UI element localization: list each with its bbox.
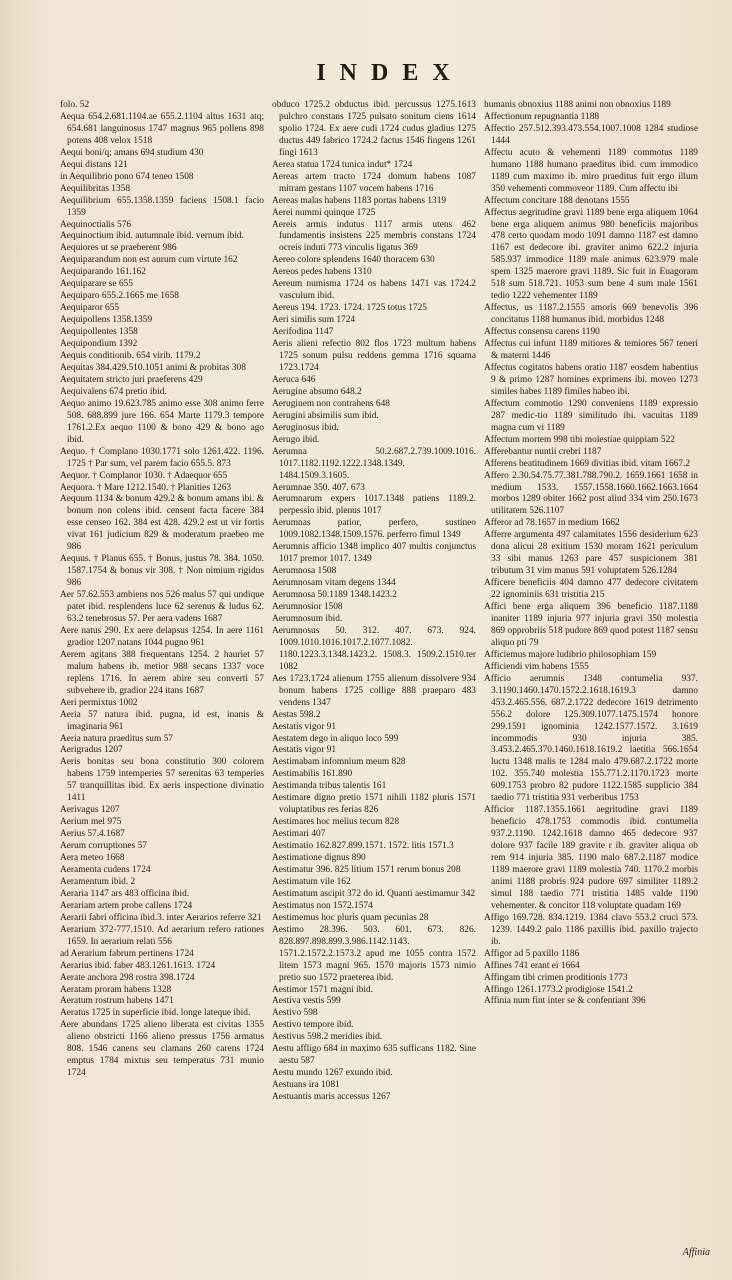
index-entry: in Aequilibrio pono 674 teneo 1508 bbox=[60, 171, 194, 182]
index-entry: Affigo 169.728. 834.1219. 1384 clavo 553.2 cruci 573. 1239. 1449.2 palo 1186 paxillis ibid. paxillo trajecto ib. bbox=[484, 912, 698, 947]
index-entry: Aerate anchora 298 rostra 398.1724 bbox=[60, 972, 195, 983]
index-entry: Affingo 1261.1773.2 prodigiose 1541.2 bbox=[484, 984, 633, 995]
index-entry: Aeratam proram habens 1328 bbox=[60, 984, 172, 995]
index-entry: Aequus. † Planus 655. † Bonus, justus 78. 384. 1050. 1587.1754 & bonus vir 308. † Non nimium rigidus 986 bbox=[60, 554, 264, 589]
index-entry: Aestivus 598.2 meridies ibid. bbox=[272, 1032, 383, 1043]
index-entry: Aerivagus 1207 bbox=[60, 805, 120, 816]
index-column-right bbox=[484, 100, 698, 1250]
index-entry: humanis obnoxius 1188 animi non obnoxius 1189 bbox=[484, 100, 671, 110]
index-entry: Aestimatio 162.827.899.1571. 1572. litis 1571.3 bbox=[272, 841, 454, 852]
index-entry: Aequor. † Complanor 1030. † Adaequor 655 bbox=[60, 470, 228, 481]
index-entry: Aestuantis maris accessus 1267 bbox=[272, 1092, 391, 1103]
index-entry: Afferor ad 78.1657 in medium 1662 bbox=[484, 518, 620, 529]
index-entry: Aereum numisma 1724 os habens 1471 vas 1724.2 vasculum ibid. bbox=[272, 279, 476, 302]
index-entry: Aequiparando 161.162 bbox=[60, 267, 146, 278]
index-entry: Aequora. † Mare 1212.1540. † Planities 1263 bbox=[60, 482, 232, 493]
index-entry: Afferre argumenta 497 calamitates 1556 desiderium 623 dona alicui 28 exitium 1530 moram 1621 periculum 33 sibi manus 1263 pare 457 suspicionem 381 tributum 31 vim manus 591 voluptatem 526.1284 bbox=[484, 530, 698, 577]
index-entry: Aeramentum ibid. 2 bbox=[60, 876, 136, 887]
index-entry: Aequinoctium ibid. autumnale ibid. vernum ibid. bbox=[60, 231, 244, 242]
index-entry: Aeraria 1147 ars 483 officina ibid. bbox=[60, 888, 190, 899]
index-column-left bbox=[60, 100, 264, 1250]
index-entry: Aequiparo 655.2.1665 me 1658 bbox=[60, 291, 179, 302]
index-entry: Aequa 654.2.681.1104.ae 655.2.1104 altus 1631 atq; 654.681 languinosus 1747 magnus 965 pollens 898 potens 408 velox 1518 bbox=[60, 111, 264, 146]
index-entry: Aeri similis sum 1724 bbox=[272, 315, 356, 326]
catchword: Affinia bbox=[682, 1247, 710, 1258]
index-entry: Aerifodina 1147 bbox=[272, 327, 334, 338]
index-entry: Aequis conditionib. 654 virib. 1179.2 bbox=[60, 351, 201, 362]
index-entry: Aeri permixtus 1002 bbox=[60, 697, 138, 708]
index-entry: Aereas artem tracto 1724 domum habens 1087 mitram gestans 1107 vocem habens 1716 bbox=[272, 171, 476, 194]
index-entry: Affectum mortem 998 tibi molestiae quippiam 522 bbox=[484, 434, 675, 445]
index-entry: Aestimor 1571 magni ibid. bbox=[272, 984, 374, 995]
index-entry: Aequinoctialis 576 bbox=[60, 219, 132, 230]
index-entry: Aestimanda tribus talentis 161 bbox=[272, 781, 387, 792]
index-entry: Aerigradus 1207 bbox=[60, 745, 123, 756]
index-entry: Aequiores ut se praeberent 986 bbox=[60, 243, 177, 254]
index-entry: Aestimemus hoc pluris quam pecunias 28 bbox=[272, 912, 429, 923]
index-entry: Aerumnarum expers 1017.1348 patiens 1189.2. perpessio ibid. plenus 1017 bbox=[272, 494, 476, 517]
index-entry: Aerum corruptiones 57 bbox=[60, 841, 147, 852]
index-entry: Aestatem dego in aliquo loco 599 bbox=[272, 733, 399, 744]
index-entry: Aestiva vestis 599 bbox=[272, 996, 341, 1007]
index-entry: Aestimari 407 bbox=[272, 829, 326, 840]
index-entry: Aerium mel 975 bbox=[60, 817, 122, 828]
index-entry: Aerius 57.4.1687 bbox=[60, 829, 125, 840]
index-entry: Aera meteo 1668 bbox=[60, 853, 125, 864]
index-entry: Aeris bonitas seu bona constitutio 300 colorem habens 1759 intemperies 57 serenitas 63 temperies 57 tranquillitas ibid. Ex aeris inspectione divinatio 1411 bbox=[60, 757, 264, 804]
index-entry: Aereas malas habens 1183 portas habens 1319 bbox=[272, 195, 447, 206]
index-entry: Aerarii fabri officina ibid.3. inter Aerarios referre 321 bbox=[60, 912, 262, 923]
index-entry: Aequi distans 121 bbox=[60, 159, 128, 170]
index-entry: Aestimatur 396. 825 litium 1571 rerum bonus 208 bbox=[272, 865, 461, 875]
index-entry: Aereo colore splendens 1640 thoracem 630 bbox=[272, 255, 435, 266]
index-entry: Aestu mundo 1267 exundo ibid. bbox=[272, 1068, 393, 1079]
index-entry: Affici bene erga aliquem 396 beneficio 1187.1188 inaniter 1189 injuria 977 injuria gravi 350 molestia 869 opprobriis 518 pudore 869 quod potest 1187 sensu aliquo pti 79 bbox=[484, 602, 698, 648]
index-entry: Aereus 194. 1723. 1724. 1725 totus 1725 bbox=[272, 303, 427, 314]
index-entry: Aerumnosus 50. 312. 407. 673. 924. 1009.1010.1016.1017.2.1077.1082. 1180.1223.3.1348.1423.2. 1508.3. 1509.2.1510.ter 1082 bbox=[272, 625, 476, 672]
index-entry: Affectus aegritudine gravi 1189 bene erga aliquem 1064 bene erga aliquem animus 980 beneficiis majoribus 478 certo quodam modo 1091 damno 1187 est damno 1167 est dedecore ibi. graviter animo 622.2 injuria 585.937 immodice 1189 male animus 623.979 male spem 1325 maerore gravi 1189. Sic fuit in Euagoram 518 sum 518.721. 1053 sum bene 4 sum male 1561 tedio 1222 vehementer 1189 bbox=[484, 207, 698, 302]
index-entry: Aerarius ibid. faber 483.1261.1613. 1724 bbox=[60, 960, 216, 971]
index-entry: folo. 52 bbox=[60, 100, 90, 110]
index-entry: Aestimatum ascipit 372 do id. Quanti aestimamur 342 bbox=[272, 888, 476, 899]
index-entry: Aequilibritas 1358 bbox=[60, 183, 131, 194]
index-entry: Aequo animo 19.623.785 animo esse 308 animo ferre 508. 688.899 jure 166. 654 Marte 1179.3 tempore 1761.2.Ex aequo 1100 & bono 429 & bono ago ibid. bbox=[60, 398, 264, 445]
index-entry: Afficiendi vim habens 1555 bbox=[484, 661, 589, 672]
index-entry: Aequiparor 655 bbox=[60, 303, 120, 314]
index-entry: Aerumnosum ibid. bbox=[272, 613, 343, 624]
index-entry: Aequo. † Complano 1030.1771 solo 1261.422. 1196. 1725 † Par sum, vel parem facio 655.5. 873 bbox=[60, 446, 264, 469]
index-entry: Aequitas 384.429.510.1051 animi & probitas 308 bbox=[60, 362, 246, 373]
index-entry: Aerumnas patior, perfero, sustineo 1009.1082.1348.1509.1576. perferro fimul 1349 bbox=[272, 518, 476, 541]
index-entry: Afficior 1187.1355.1661 aegritudine gravi 1189 beneficio 478.1753 commodis ibid. contumelia 937.2.1190. 1242.1618 damno 465 dedecore 937 dolore 937 facile 189 gravite r ib. graviter aliqua ob rem 914 injuria 385. 1190 malo 687.2.1187 modice 1189 maerore gravi 1189 molestia 740. 1170.2 morbis animi 1188 probris 924 pudore 697 similiter 1189.2 simul 188 taedio 771 tristitia 1485 valde 1190 vehementer. & concitor 118 voluptate quadam 169 bbox=[484, 805, 698, 911]
index-entry: Aere natus 290. Ex aere delapsus 1254. In aere 1161 gradior 1207 natans 1044 pugno 961 bbox=[60, 625, 264, 648]
index-entry: obduco 1725.2 obductus ibid. percussus 1275.1613 pulchro constans 1725 pulsato sonitum ciens 1614 spolio 1724. Ex aere cudi 1724 cudus gladius 1275 ductus 449 fabrico 1724.2 factus 1546 fingens 1261 fingi 1613 bbox=[272, 100, 476, 158]
index-entry: Aestivo 598 bbox=[272, 1008, 318, 1019]
index-entry: Aestimares hoc melius tecum 828 bbox=[272, 817, 400, 828]
index-entry: Aerumnae 350. 407. 673 bbox=[272, 482, 365, 493]
index-entry: Aestimatus non 1572.1574 bbox=[272, 900, 373, 911]
index-entry: Aerumnis afficio 1348 implico 407 multis conjunctus 1017 premor 1017. 1349 bbox=[272, 542, 476, 565]
index-entry: Aestimo 28.396. 503. 601. 673. 826. 828.897.898.899.3.986.1142.1143. 1571.2.1572.2.1573.2 apud me 1055 contra 1572 litem 1573 magni 965. 1570 majoris 1573 nimio pretio suo 1572 praeterea ibid. bbox=[272, 924, 476, 983]
index-entry: Aerumna 50.2.687.2.739.1009.1016. 1017.1182.1192.1222.1348.1349. 1484.1509.3.1605. bbox=[272, 446, 476, 481]
index-entry: Aestivo tempore ibid. bbox=[272, 1020, 354, 1031]
index-entry: Affectionum repugnantia 1188 bbox=[484, 111, 600, 122]
index-entry: Afficio aerumnis 1348 contumelia 937. 3.1190.1460.1470.1572.2.1618.1619.3 damno 453.2.465.556. 687.2.1722 dedecore 1619 detrimento 556.2 dolore 125.309.1077.1475.1574 honore 299.1591 ignominia 1242.1577.1572. 3.1619 incommodis 930 injuria 385. 3.453.2.465.370.1460.1618.1619.2 laetitia 566.1654 luctu 1348 malis te 1284 malo 479.687.2.1722 morte 102. 355.740 molestia 155.771.2.1170.1723 morte 609.1753 probro 82 pudore 1122.1585 supplicio 384 taedio 771 tristitia 931 verberibus 1753 bbox=[484, 673, 698, 804]
index-entry: Affectus cui infunt 1189 mitiores & temiores 567 teneri & materni 1446 bbox=[484, 339, 698, 362]
index-entry: Aequiparandum non est aurum cum virtute 162 bbox=[60, 255, 238, 266]
index-entry: Aequipollens 1358.1359 bbox=[60, 315, 153, 326]
index-entry: Affinia num fint inter se & confentiant 396 bbox=[484, 996, 646, 1007]
index-entry: ad Aerarium fabrum pertinens 1724 bbox=[60, 948, 194, 959]
index-entry: Aeruca 646 bbox=[272, 374, 316, 385]
index-entry: Aequipondium 1392 bbox=[60, 339, 138, 350]
index-entry: Aestimatum vile 162 bbox=[272, 876, 351, 887]
index-entry: Aeramenta cudens 1724 bbox=[60, 865, 151, 875]
index-entry: Aerumnosa 1508 bbox=[272, 566, 337, 577]
index-entry: Aeria natura praeditus sum 57 bbox=[60, 733, 173, 744]
index-entry: Aestimatione dignus 890 bbox=[272, 853, 366, 864]
index-title: INDEX bbox=[316, 60, 464, 86]
index-entry: Aer 57.62.553 ambiens nos 526 malus 57 qui undique patet ibid. resplendens luce 62 serenus & ludus 62. 63.2 tenebrosus 57. Per aera vadens 1687 bbox=[60, 590, 264, 624]
index-entry: Aere abundans 1725 alieno liberata est civitas 1355 alieno obstricti 1166 alieno pressus 1756 armatus 808. 1546 canens seu clamans 260 carens 1724 emptus 1784 mixtus seu temperatus 731 munio 1724 bbox=[60, 1020, 264, 1079]
index-entry: Aes 1723.1724 alienum 1755 alienum dissolvere 934 bonum habens 1725 collige 888 praeparo 483 vendens 1347 bbox=[272, 673, 476, 708]
index-entry: Affectus consensu carens 1190 bbox=[484, 327, 600, 338]
index-entry: Aestimare digno pretio 1571 nihili 1182 pluris 1571 voluptatibus res ferias 826 bbox=[272, 793, 476, 816]
index-entry: Aestas 598.2 bbox=[272, 709, 321, 720]
index-entry: Afferens beatitudinem 1669 divitias ibid. vitam 1667.2 bbox=[484, 458, 691, 469]
index-entry: Aereis armis indutus 1117 armis utens 462 fundamentis insistens 225 membris constans 1724 ocreis induti 773 vinculis ligatus 369 bbox=[272, 219, 476, 254]
index-entry: Aestuans ira 1081 bbox=[272, 1080, 340, 1091]
index-entry: Affectus cogitatos habens oratio 1187 eosdem habentius 9 & primo 1287 homines exprimens ibi. moveo 1273 similes habes 1189 fimiles habeo ibi. bbox=[484, 362, 698, 397]
index-entry: Aeruginosus ibid. bbox=[272, 422, 339, 433]
index-entry: Aerariam artem probe callens 1724 bbox=[60, 900, 193, 911]
index-entry: Aerumnosa 50.1189 1348.1423.2 bbox=[272, 590, 397, 601]
index-entry: Aeruginem non contrahens 648 bbox=[272, 398, 390, 409]
page-header bbox=[0, 60, 732, 94]
index-entry: Aequiparare se 655 bbox=[60, 279, 133, 290]
index-entry: Aequivalens 674 pretio ibid. bbox=[60, 386, 167, 397]
index-entry: Aestatis vigor 91 bbox=[272, 745, 337, 756]
index-entry: Affingam tibi crimen proditionis 1773 bbox=[484, 972, 628, 983]
index-entry: Aereos pedes habens 1310 bbox=[272, 267, 372, 278]
index-entry: Affectum commotio 1290 conveniens 1189 expressio 287 medic-tio 1189 similitudo ibi. vacuitas 1189 magna cum vi 1189 bbox=[484, 398, 698, 433]
index-entry: Aerugine absumo 648.2 bbox=[272, 386, 362, 397]
index-entry: Aerumnosior 1508 bbox=[272, 602, 343, 613]
index-entry: Affectu acuto & vehementi 1189 commotus 1189 humano 1188 humano praeditus ibid. cum immodico 1189 cum maximo ib. miro praeditus fuit ergo illum 350 vehementi commoveor 1189. Cum affectu ibi bbox=[484, 147, 698, 194]
index-entry: Aequitatem stricto juri praeferens 429 bbox=[60, 374, 203, 385]
index-entry: Aeratus 1725 in superficie ibid. longe lateque ibid. bbox=[60, 1008, 251, 1019]
index-entry: Aerumnosam vitam degens 1344 bbox=[272, 578, 396, 589]
index-entry: Aequum 1134 & bonum 429.2 & bonum amans ibi. & bonum non colens ibid. censent facta facere 384 esse censeo 162. 384 est 428. 429.2 est ut vir fortis vivat 161 judicium 829 & moderatum praebeo me 986 bbox=[60, 494, 264, 553]
index-entry: Afficere beneficiis 404 damno 477 dedecore civitatem 22 ignominiis 631 tristitia 215 bbox=[484, 578, 698, 601]
index-entry: Aeria 57 natura ibid. pugna, id est, inanis & imaginaria 961 bbox=[60, 709, 264, 732]
index-entry: Affectum concitare 188 denotans 1555 bbox=[484, 195, 630, 206]
index-entry: Aestu affligo 684 in maximo 635 sufficans 1182. Sine aestu 587 bbox=[272, 1044, 476, 1067]
index-entry: Affines 741 erant ei 1664 bbox=[484, 960, 580, 971]
index-entry: Aerem agitans 388 frequentans 1254. 2 hauriet 57 malum habens ib. metior 988 secans 1337 voce replens 1716. In aerem abire seu converti 57 subvehere ib. gradior 224 itans 1687 bbox=[60, 649, 264, 696]
index-entry: Aeris alieni refectio 802 flos 1723 multum habens 1725 sonum pulsu reddens gemma 1716 squama 1723.1724 bbox=[272, 339, 476, 373]
index-entry: Aeratum rostrum habens 1471 bbox=[60, 996, 174, 1007]
index-entry: Aerea statua 1724 tunica indut* 1724 bbox=[272, 159, 413, 170]
index-entry: Aequilibrium 655.1358.1359 faciens 1508.1 facio 1359 bbox=[60, 195, 264, 218]
index-entry: Affero 2.30.54.75.77.381.788.790.2. 1659.1661 1658 in medium 1533. 1557.1558.1660.1662.1663.1664 morbos 1289 obiter 1662 post aliud 334 vim 250.1673 utilitatem 526.1107 bbox=[484, 470, 698, 517]
index-entry: Aequipollentes 1358 bbox=[60, 327, 138, 338]
index-entry: Aestatis vigor 91 bbox=[272, 721, 337, 732]
index-entry: Affectus, us 1187.2.1555 amoris 669 benevolis 396 concitatus 1188 humanus ibid. morbidus 1248 bbox=[484, 303, 698, 326]
index-entry: Afficiemus majore ludibrio philosophiam 159 bbox=[484, 649, 657, 660]
index-entry: Afferebantur nuntii crebri 1187 bbox=[484, 446, 602, 457]
index-entry: Aestimabilis 161.890 bbox=[272, 769, 353, 780]
index-column-middle bbox=[272, 100, 476, 1250]
index-entry: Aestimabam infomnium meum 828 bbox=[272, 757, 406, 768]
index-entry: Aerugo ibid. bbox=[272, 434, 320, 445]
index-entry: Aerarium 372-777.1510. Ad aerarium refero rationes 1659. In aerarium relati 556 bbox=[60, 924, 264, 947]
index-entry: Affigor ad 5 paxillo 1186 bbox=[484, 948, 580, 959]
index-entry: Aerugini absimilis sum ibid. bbox=[272, 410, 379, 421]
index-entry: Aequi boni/q; amans 694 studium 430 bbox=[60, 147, 204, 158]
index-entry: Affectio 257.512.393.473.554.1007.1008 1284 studiose 1444 bbox=[484, 123, 698, 146]
index-entry: Aerei nummi quinque 1725 bbox=[272, 207, 376, 218]
